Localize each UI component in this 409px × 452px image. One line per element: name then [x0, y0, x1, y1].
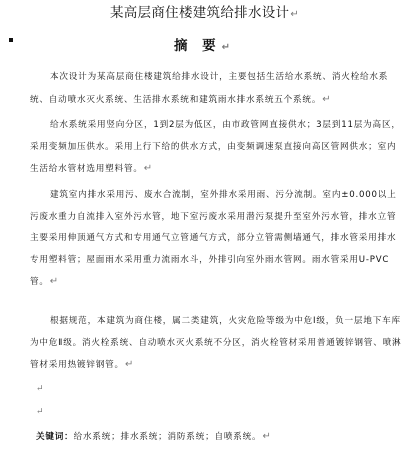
- abstract-paragraph-2: [30, 115, 402, 181]
- paragraph-mark-icon: ↵: [262, 431, 272, 442]
- empty-paragraph-mark-icon: ↵: [36, 407, 44, 417]
- abstract-heading: 摘 要: [173, 38, 221, 54]
- abstract-paragraph-4: [30, 311, 402, 377]
- empty-paragraph-mark-icon: ↵: [36, 384, 44, 394]
- keywords-text: 给水系统；排水系统；消防系统；自喷系统。: [73, 432, 262, 442]
- paragraph-text: 建筑室内排水采用污、废水合流制，室外排水采用雨、污分流制。室内±0.000以上污废水重力自流排入室外污水管，地下室污废水采用潜污泵提升至室外污水管，排水立管主要采用伸顶通气方式和专用通气立管通气方式，部分立管需侧墙通气，排水管采用排水专用塑料管；屋面雨水采用重力流雨水斗，外排引向室外雨水管网。雨水管采用U-PVC管。: [30, 190, 397, 288]
- paragraph-mark-icon: ↵: [49, 276, 59, 288]
- abstract-paragraph-3: [30, 185, 402, 294]
- paragraph-mark-icon: ↵: [322, 93, 332, 105]
- keywords-line: [36, 429, 272, 445]
- paragraph-text: 根据规范，本建筑为商住楼，属二类建筑，火灾危险等级为中危Ⅰ级，负一层地下车库为中危Ⅱ级。消火栓系统、自动喷水灭火系统不分区，消火栓管材采用普通镀锌钢管、喷淋管材采用热镀锌钢管。: [30, 316, 402, 371]
- paragraph-mark-icon: ↵: [221, 42, 236, 53]
- paragraph-text: 给水系统采用竖向分区，1到2层为低区，由市政管网直接供水；3层到11层为高区，采用变频加压供水。采用上行下给的供水方式，由变频调速泵直接向高区管网供水；室内生活给水管材选用塑料管。: [30, 120, 401, 175]
- abstract-paragraph-1: [30, 67, 402, 111]
- document-title-line: [0, 4, 409, 24]
- document-title: 某高层商住楼建筑给排水设计: [109, 5, 290, 21]
- keywords-label: 关键词：: [36, 432, 74, 442]
- paragraph-text: 本次设计为某高层商住楼建筑给排水设计，主要包括生活给水系统、消火栓给水系统、自动喷水灭火系统、生活排水系统和建筑雨水排水系统五个系统。: [30, 72, 389, 105]
- paragraph-mark-icon: ↵: [290, 9, 300, 20]
- abstract-heading-line: [0, 37, 409, 57]
- paragraph-mark-icon: ↵: [124, 359, 135, 371]
- paragraph-mark-icon: ↵: [143, 163, 153, 175]
